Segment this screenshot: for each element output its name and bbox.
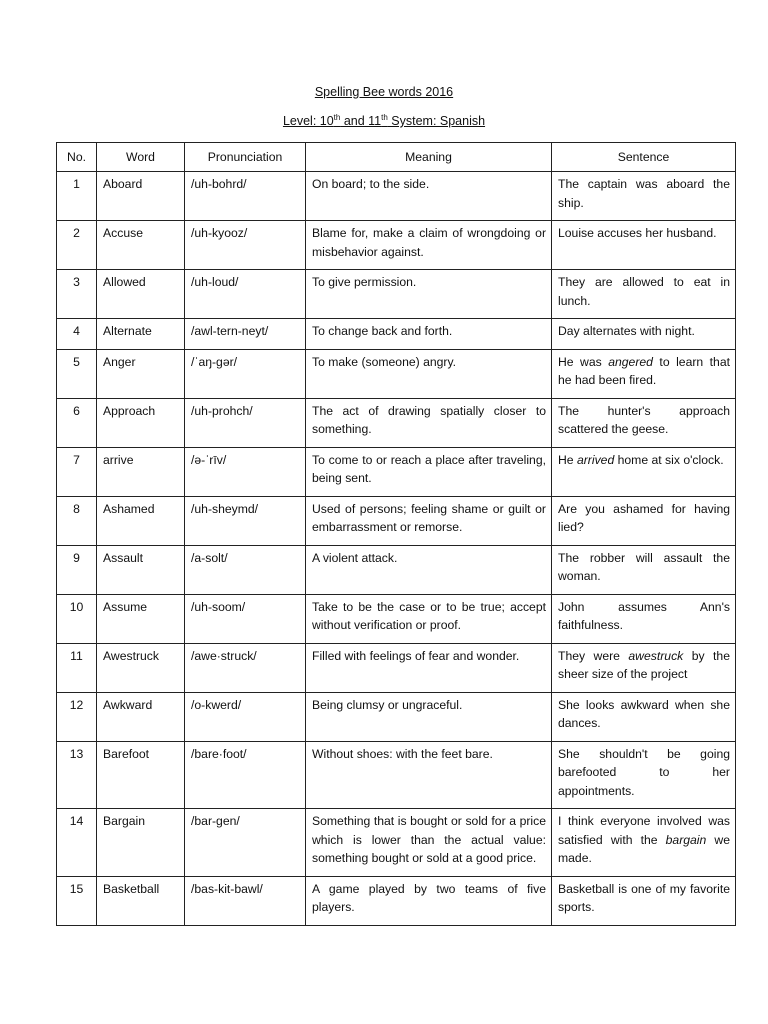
header-no: No. — [57, 143, 97, 172]
cell-pronunciation: /bas-kit-bawl/ — [185, 876, 306, 925]
cell-sentence — [552, 643, 736, 692]
cell-sentence — [552, 398, 736, 447]
sentence-text: The hunter's approach scattered the geese. — [558, 403, 730, 436]
cell-word: Ashamed — [97, 496, 185, 545]
cell-pronunciation: /ˈaŋ-gər/ — [185, 349, 306, 398]
sentence-emphasis: bargain — [665, 832, 707, 847]
table-row — [57, 447, 736, 496]
cell-no: 3 — [57, 270, 97, 319]
cell-pronunciation: /ə-ˈrīv/ — [185, 447, 306, 496]
table-row — [57, 496, 736, 545]
cell-word: Aboard — [97, 172, 185, 221]
cell-meaning: To come to or reach a place after traveling, being sent. — [306, 447, 552, 496]
table-row — [57, 692, 736, 741]
cell-pronunciation: /bare·foot/ — [185, 741, 306, 809]
sentence-text: The captain was aboard the ship. — [558, 177, 730, 210]
cell-sentence — [552, 349, 736, 398]
header-meaning: Meaning — [306, 143, 552, 172]
cell-word: Awkward — [97, 692, 185, 741]
sentence-emphasis: arrived — [576, 452, 615, 467]
cell-word: Alternate — [97, 319, 185, 350]
table-row — [57, 172, 736, 221]
cell-no: 12 — [57, 692, 97, 741]
table-header-row — [57, 143, 736, 172]
table-row — [57, 594, 736, 643]
cell-word: Barefoot — [97, 741, 185, 809]
sentence-text: He was — [558, 354, 609, 369]
cell-meaning: Being clumsy or ungraceful. — [306, 692, 552, 741]
cell-meaning: Take to be the case or to be true; accept without verification or proof. — [306, 594, 552, 643]
cell-sentence — [552, 876, 736, 925]
cell-sentence — [552, 692, 736, 741]
sentence-text: Are you ashamed for having lied? — [558, 501, 730, 534]
document-title: Spelling Bee words 2016 — [314, 85, 454, 99]
cell-sentence — [552, 270, 736, 319]
sentence-text: Basketball is one of my favorite sports. — [558, 881, 730, 914]
table-row — [57, 270, 736, 319]
cell-pronunciation: /uh-bohrd/ — [185, 172, 306, 221]
cell-sentence — [552, 447, 736, 496]
cell-word: Approach — [97, 398, 185, 447]
cell-sentence — [552, 545, 736, 594]
cell-pronunciation: /uh-sheymd/ — [185, 496, 306, 545]
sentence-text: She shouldn't be going barefooted to her appointments. — [558, 746, 730, 798]
cell-meaning: Something that is bought or sold for a price which is lower than the actual value: something bought or sold at a good price. — [306, 809, 552, 877]
cell-no: 13 — [57, 741, 97, 809]
sentence-text: John assumes Ann's faithfulness. — [558, 599, 730, 632]
cell-no: 11 — [57, 643, 97, 692]
table-row — [57, 643, 736, 692]
cell-meaning: Blame for, make a claim of wrongdoing or misbehavior against. — [306, 221, 552, 270]
cell-no: 9 — [57, 545, 97, 594]
sentence-text: She looks awkward when she dances. — [558, 697, 730, 730]
table-row — [57, 809, 736, 877]
cell-sentence — [552, 809, 736, 877]
cell-meaning: The act of drawing spatially closer to something. — [306, 398, 552, 447]
header-sentence: Sentence — [552, 143, 736, 172]
cell-pronunciation: /uh-loud/ — [185, 270, 306, 319]
cell-no: 14 — [57, 809, 97, 877]
cell-no: 5 — [57, 349, 97, 398]
spelling-words-table — [56, 142, 736, 926]
cell-word: Assume — [97, 594, 185, 643]
cell-sentence — [552, 172, 736, 221]
cell-meaning: Filled with feelings of fear and wonder. — [306, 643, 552, 692]
sentence-text: He — [558, 452, 577, 467]
sentence-text: I think everyone involved was satisfied with the — [558, 814, 730, 847]
sentence-emphasis: angered — [608, 354, 653, 369]
cell-meaning: On board; to the side. — [306, 172, 552, 221]
cell-pronunciation: /bar-gen/ — [185, 809, 306, 877]
cell-sentence — [552, 496, 736, 545]
cell-no: 15 — [57, 876, 97, 925]
cell-no: 8 — [57, 496, 97, 545]
cell-word: Anger — [97, 349, 185, 398]
sentence-text: The robber will assault the woman. — [558, 550, 730, 583]
cell-pronunciation: /uh-soom/ — [185, 594, 306, 643]
level-sup-1: th — [333, 112, 341, 122]
table-row — [57, 319, 736, 350]
cell-word: Basketball — [97, 876, 185, 925]
table-row — [57, 741, 736, 809]
cell-sentence — [552, 221, 736, 270]
cell-sentence — [552, 594, 736, 643]
cell-word: Awestruck — [97, 643, 185, 692]
table-row — [57, 221, 736, 270]
cell-no: 2 — [57, 221, 97, 270]
cell-meaning: Without shoes: with the feet bare. — [306, 741, 552, 809]
cell-meaning: Used of persons; feeling shame or guilt or embarrassment or remorse. — [306, 496, 552, 545]
sentence-emphasis: awestruck — [628, 648, 684, 663]
cell-word: arrive — [97, 447, 185, 496]
header-word: Word — [97, 143, 185, 172]
cell-no: 6 — [57, 398, 97, 447]
table-row — [57, 545, 736, 594]
sentence-text: home at six o'clock. — [614, 452, 724, 467]
level-prefix: Level: 10 — [282, 114, 334, 128]
cell-sentence — [552, 741, 736, 809]
cell-meaning: To give permission. — [306, 270, 552, 319]
sentence-text: They were — [558, 648, 629, 663]
cell-pronunciation: /a-solt/ — [185, 545, 306, 594]
sentence-text: we made. — [558, 832, 730, 865]
cell-no: 10 — [57, 594, 97, 643]
header-pronunciation: Pronunciation — [185, 143, 306, 172]
level-suffix: System: Spanish — [387, 114, 486, 128]
table-row — [57, 398, 736, 447]
level-line — [0, 114, 768, 128]
sentence-text: They are allowed to eat in lunch. — [558, 275, 730, 308]
sentence-text: to learn that he had been fired. — [558, 354, 730, 387]
level-mid: and 11 — [340, 114, 382, 128]
cell-pronunciation: /o-kwerd/ — [185, 692, 306, 741]
cell-no: 7 — [57, 447, 97, 496]
cell-word: Allowed — [97, 270, 185, 319]
cell-meaning: A game played by two teams of five players. — [306, 876, 552, 925]
cell-pronunciation: /uh-kyooz/ — [185, 221, 306, 270]
level-sup-2: th — [381, 112, 388, 122]
cell-no: 1 — [57, 172, 97, 221]
sentence-text: by the sheer size of the project — [558, 648, 730, 681]
sentence-text: Day alternates with night. — [558, 324, 695, 338]
table-row — [57, 876, 736, 925]
cell-pronunciation: /awe·struck/ — [185, 643, 306, 692]
table-row — [57, 349, 736, 398]
cell-word: Accuse — [97, 221, 185, 270]
cell-word: Assault — [97, 545, 185, 594]
cell-no: 4 — [57, 319, 97, 350]
cell-meaning: A violent attack. — [306, 545, 552, 594]
cell-pronunciation: /awl-tern-neyt/ — [185, 319, 306, 350]
cell-pronunciation: /uh-prohch/ — [185, 398, 306, 447]
sentence-text: Louise accuses her husband. — [558, 226, 717, 240]
cell-sentence — [552, 319, 736, 350]
cell-meaning: To change back and forth. — [306, 319, 552, 350]
cell-word: Bargain — [97, 809, 185, 877]
cell-meaning: To make (someone) angry. — [306, 349, 552, 398]
